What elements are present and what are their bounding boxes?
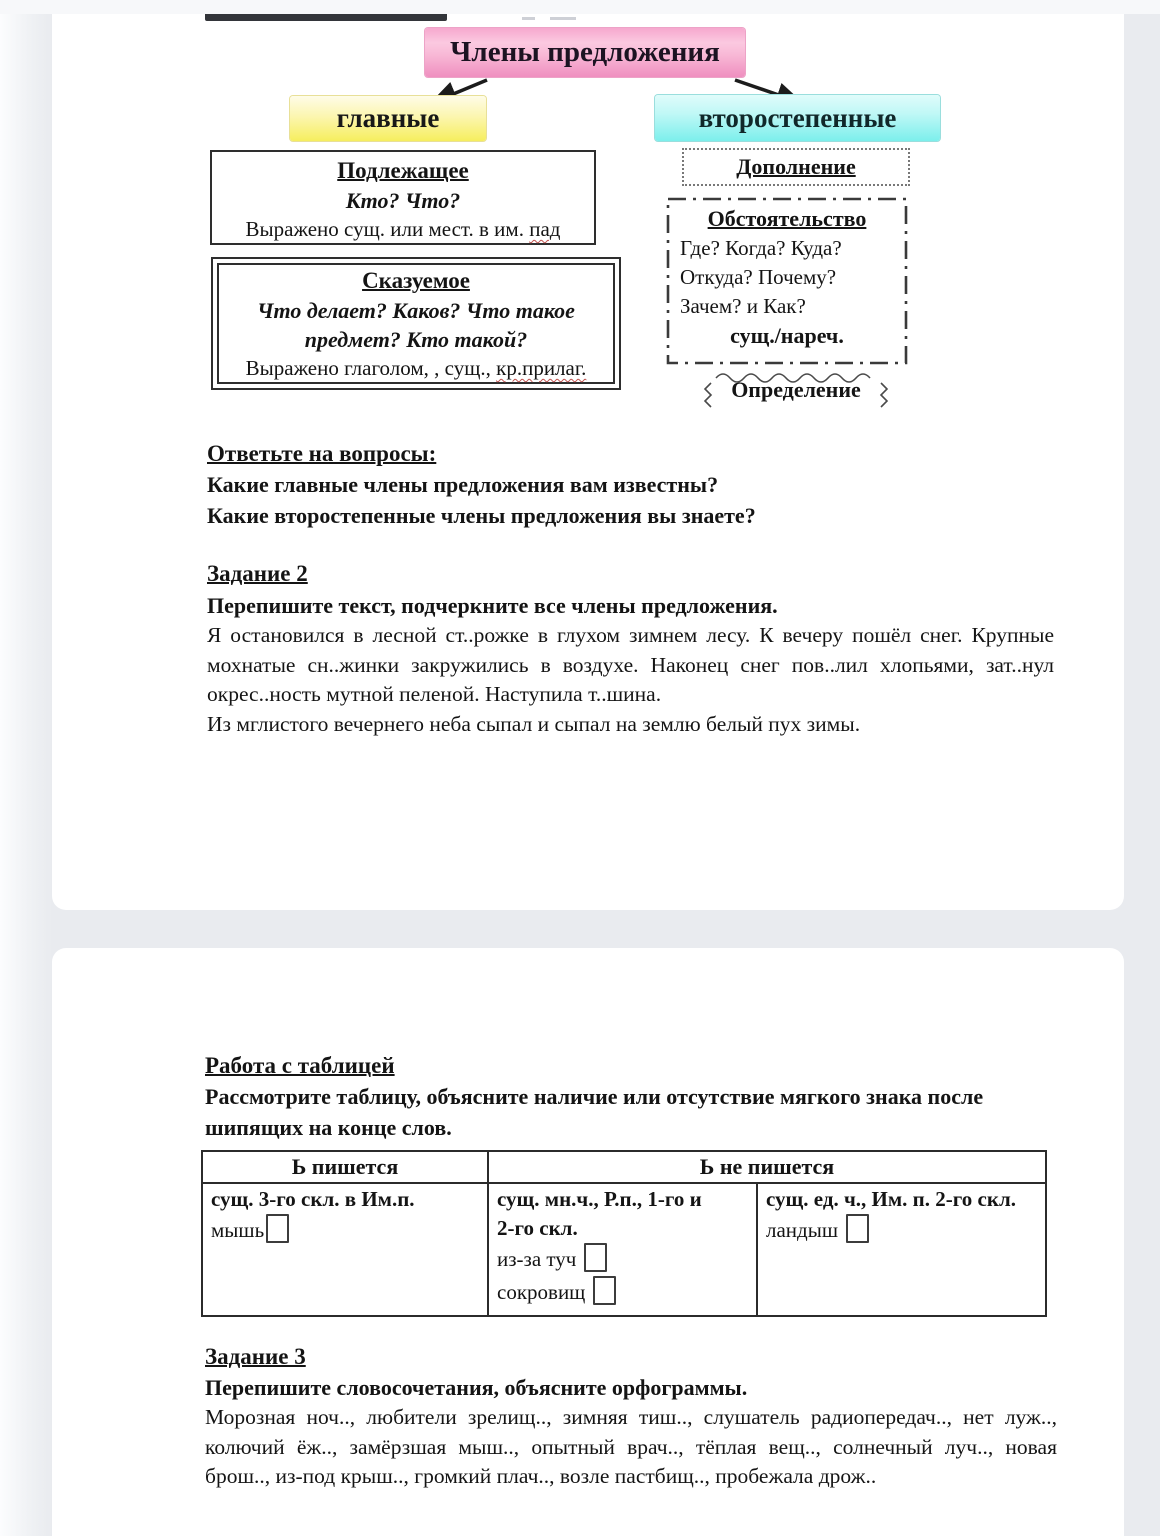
rule-text: сущ. ед. ч., Им. п. 2-го скл.: [766, 1187, 1016, 1211]
predicate-expressed-marked: кр.прилаг.: [496, 356, 587, 380]
answer-checkbox: [266, 1214, 289, 1243]
answer-checkbox: [584, 1243, 607, 1272]
diagram-title: Члены предложения: [450, 36, 720, 68]
example-word: из-за туч: [497, 1247, 577, 1271]
secondary-members-box: [655, 95, 940, 141]
example-line: [766, 1214, 1037, 1247]
attribute-title: Определение: [731, 377, 861, 402]
table-section-instruction: Рассмотрите таблицу, объясните наличие или отсутствие мягкого знака после шипящих на конце слов.: [205, 1084, 984, 1140]
adverbial-title: Обстоятельство: [707, 206, 867, 231]
diagram-title-box: [425, 28, 745, 77]
predicate-questions: Что делает? Каков? Что такое предмет? Кто такой?: [257, 298, 575, 352]
question-2: Какие второстепенные члены предложения вы знаете?: [207, 503, 756, 528]
task3-text: Морозная ноч.., любители зрелищ.., зимняя тиш.., слушатель радиопередач.., нет луж.., колючий ёж.., замёрзшая мыш.., опытный врач.., тёплая вещ.., солнечный луч.., новая брош.., из-под крыш.., громкий плач.., возле пастбищ.., пробежала дрож..: [205, 1405, 1057, 1488]
task2-subheading: Перепишите текст, подчеркните все члены предложения.: [207, 593, 778, 618]
task3-section: [205, 1341, 1057, 1492]
rule-text: сущ. мн.ч., Р.п., 1-го и 2-го скл.: [497, 1187, 702, 1240]
task2-heading: Задание 2: [207, 561, 308, 586]
top-strip: [0, 0, 1160, 14]
table-cell-1: [202, 1183, 488, 1316]
table-body-row: [202, 1183, 1046, 1316]
subject-expressed: [212, 215, 594, 244]
secondary-members-label: второстепенные: [698, 102, 897, 133]
answer-checkbox: [593, 1276, 616, 1305]
predicate-title: Сказуемое: [362, 268, 470, 293]
object-box: [682, 148, 910, 186]
subject-questions: Кто? Что?: [345, 188, 461, 213]
crop-artifact: [550, 17, 576, 20]
questions-heading: Ответьте на вопросы:: [207, 441, 437, 466]
cropped-element-bar: [205, 14, 447, 21]
example-line: [497, 1276, 748, 1309]
example-line: [211, 1214, 479, 1247]
document-page-2: [52, 948, 1124, 1536]
soft-sign-table: [201, 1150, 1047, 1317]
dash-dot-border-icon: [666, 197, 908, 365]
task2-section: [207, 558, 1054, 739]
question-1: Какие главные члены предложения вам известны?: [207, 472, 719, 497]
task2-text-2: Из мглистого вечернего неба сыпал и сыпал на землю белый пух зимы.: [207, 711, 861, 736]
example-word: ландыш: [766, 1218, 839, 1242]
answer-checkbox: [846, 1214, 869, 1243]
adverbial-line: Где? Когда? Куда?: [680, 236, 842, 260]
adverbial-box: [666, 197, 908, 365]
adverbial-note: сущ./нареч.: [730, 323, 844, 348]
example-line: [497, 1243, 748, 1276]
questions-section: [207, 438, 1077, 531]
task3-heading: Задание 3: [205, 1344, 306, 1369]
task3-subheading: Перепишите словосочетания, объясните орфограммы.: [205, 1375, 748, 1400]
object-title: Дополнение: [736, 154, 856, 179]
table-cell-2: [488, 1183, 757, 1316]
page2-content: [205, 1050, 1063, 1492]
predicate-box: [211, 257, 621, 390]
adverbial-line: Откуда? Почему?: [680, 265, 837, 289]
example-word: мышь: [211, 1218, 265, 1242]
adverbial-line: Зачем? и Как?: [680, 294, 806, 318]
header-written: Ь пишется: [202, 1151, 488, 1183]
predicate-expressed: [213, 354, 619, 383]
subject-title: Подлежащее: [337, 158, 469, 183]
left-gutter: [0, 14, 52, 1536]
subject-expressed-text: Выражено сущ. или мест. в им.: [245, 217, 530, 241]
subject-box: [210, 150, 596, 245]
table-section-heading: Работа с таблицей: [205, 1053, 395, 1078]
predicate-expressed-text: Выражено глаголом, , сущ.,: [245, 356, 497, 380]
subject-expressed-marked: пад: [529, 217, 561, 241]
attribute-box: [700, 368, 892, 410]
main-members-label: главные: [336, 103, 440, 133]
document-page-1: [52, 14, 1124, 910]
table-cell-3: [757, 1183, 1046, 1316]
header-not-written: Ь не пишется: [488, 1151, 1046, 1183]
crop-artifact: [522, 17, 535, 20]
task2-text: Я остановился в лесной ст..рожке в глухом зимнем лесу. К вечеру пошёл снег. Крупные мохнатые сн..жинки закружились в воздухе. Наконец снег пов..лил хлопьями, зат..нул окрес..ность мутной пеленой. Наступила т..шина.: [207, 623, 1054, 706]
main-members-box: [290, 96, 486, 141]
rule-text: сущ. 3-го скл. в Им.п.: [211, 1187, 415, 1211]
example-word: сокровищ: [497, 1280, 586, 1304]
table-header-row: [202, 1151, 1046, 1183]
